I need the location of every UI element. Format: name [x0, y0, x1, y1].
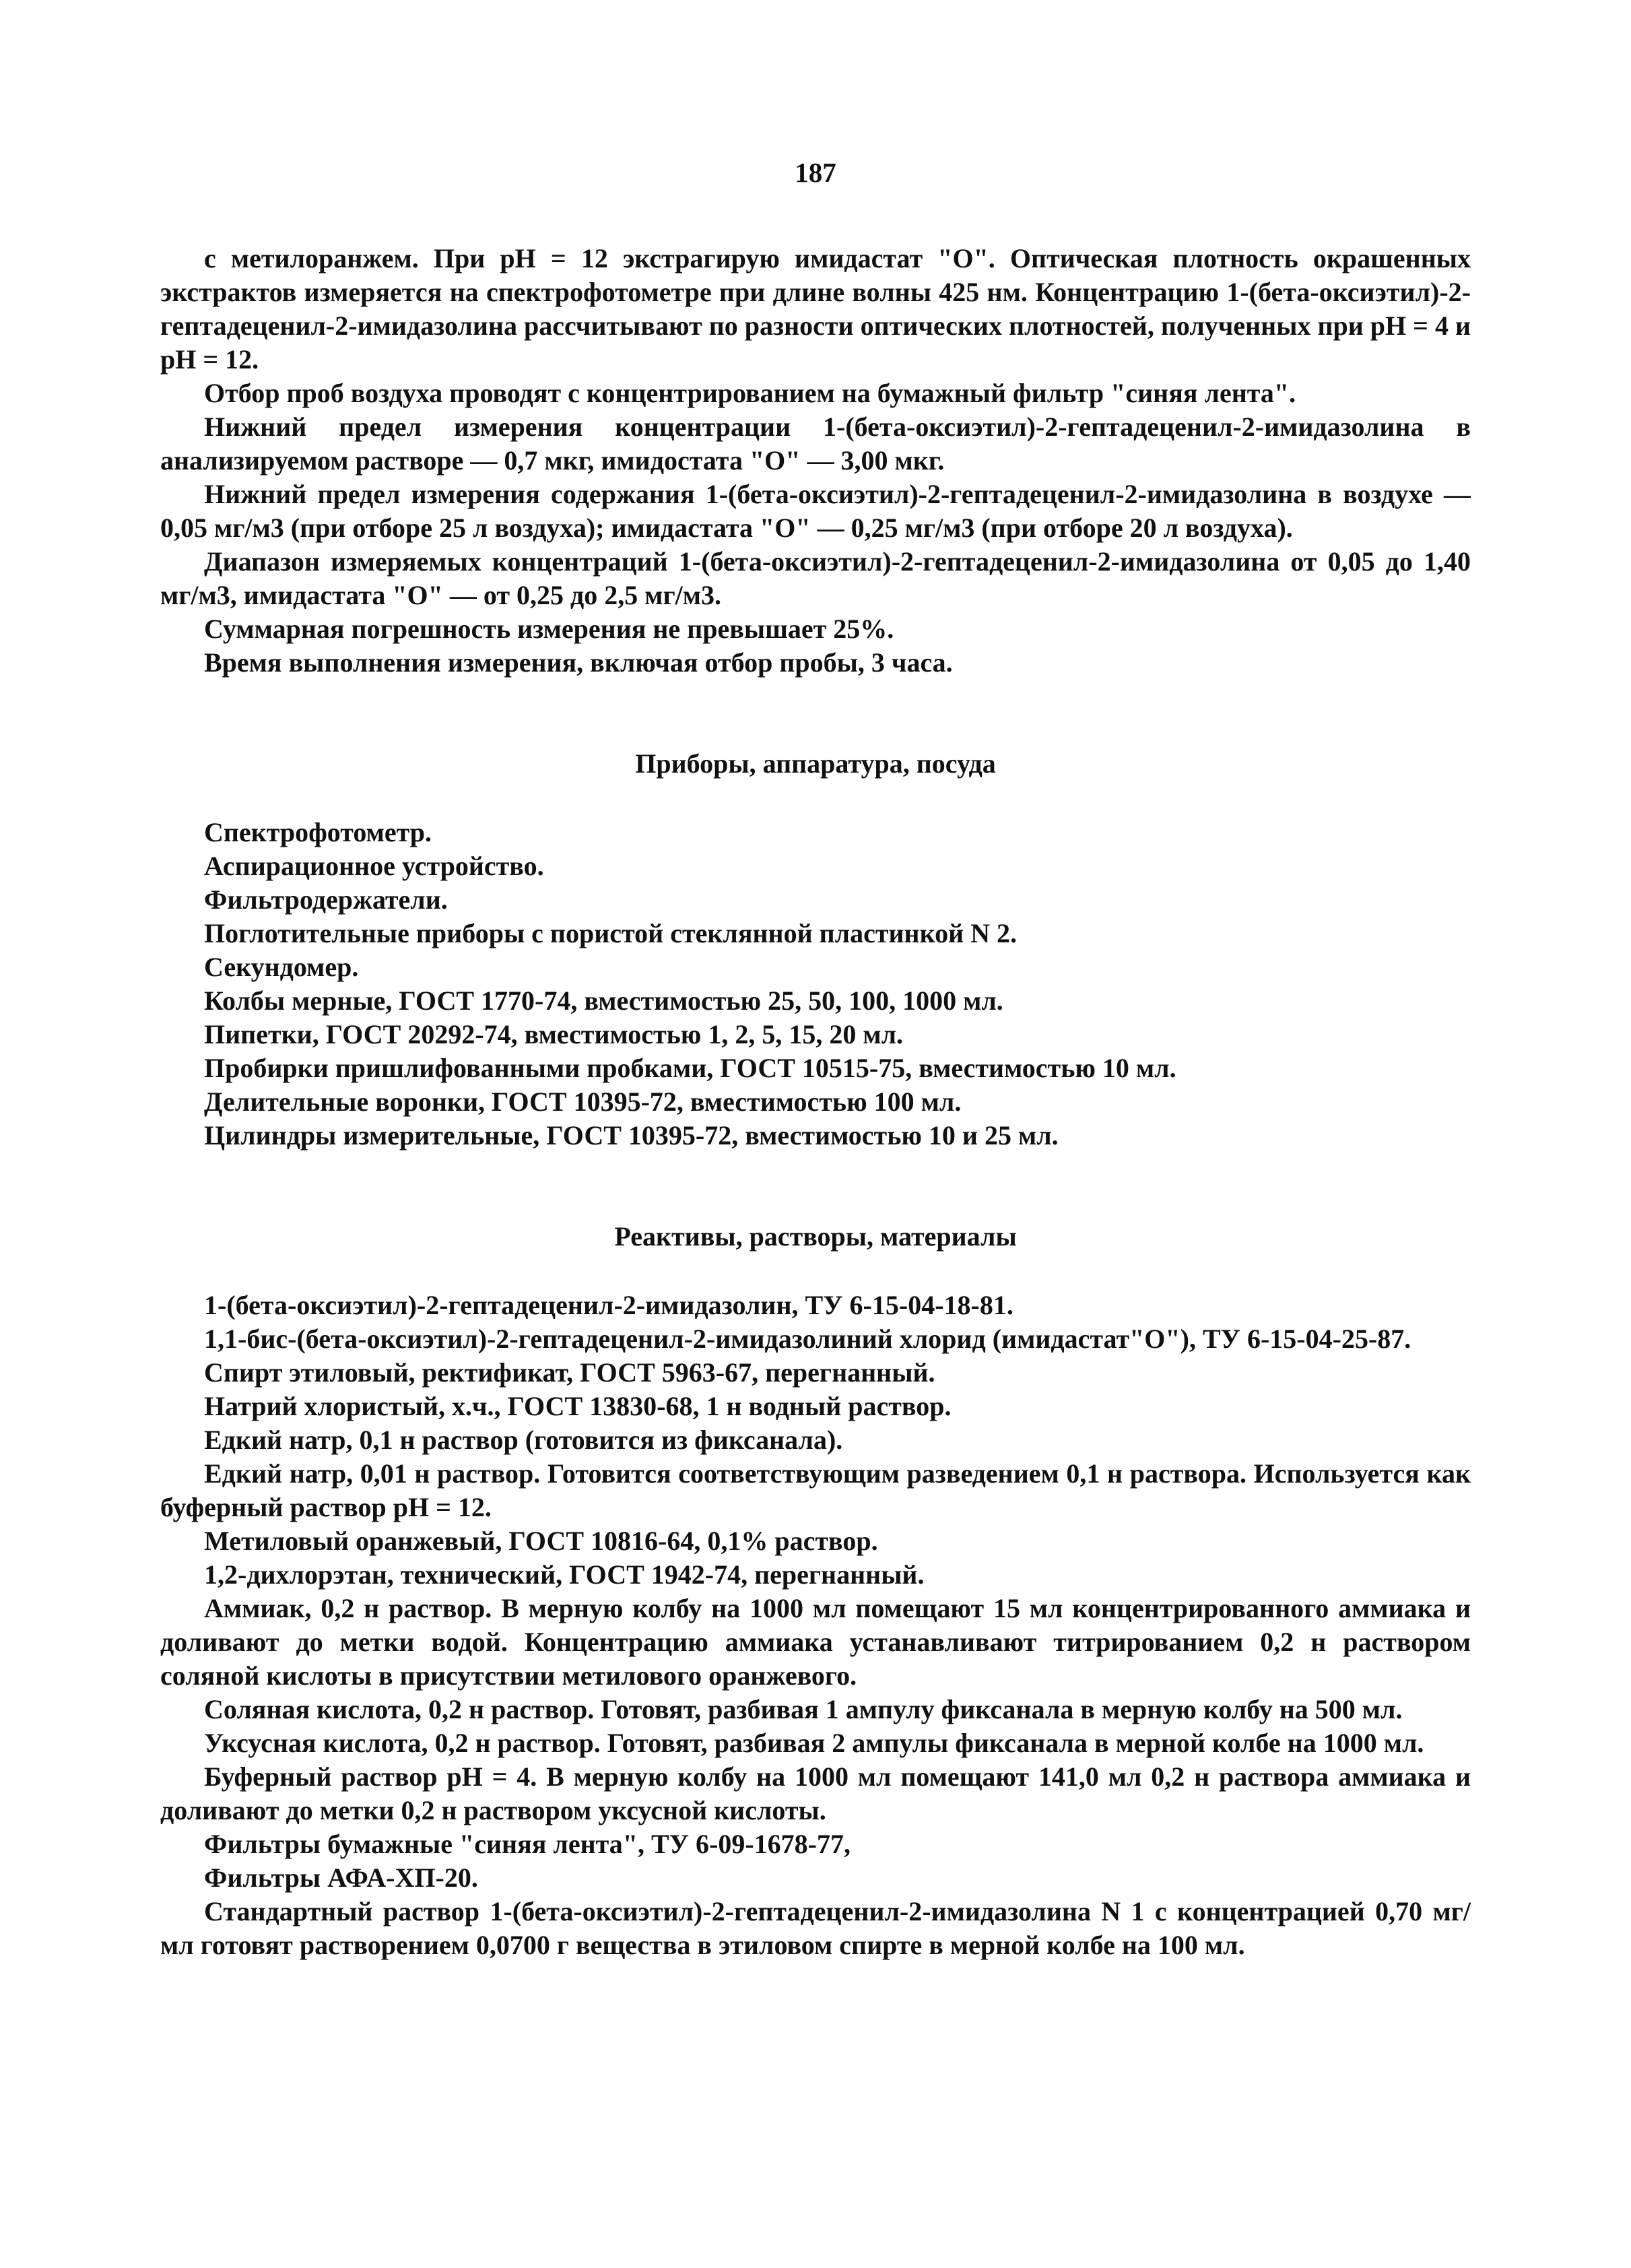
list-item: Фильтродержатели.: [204, 884, 448, 915]
list-item: Спектрофотометр.: [204, 817, 432, 847]
list-item: Стандартный раствор 1-(бета-оксиэтил)-2-гептадеценил-2-имидазолина N 1 с концентрацией 0,70 мг/мл готовят растворением 0,0700 г вещества в этиловом спирте в мерной колбе на 100 мл.: [160, 1896, 1471, 1960]
list-item: Делительные воронки, ГОСТ 10395-72, вместимостью 100 мл.: [204, 1087, 962, 1117]
intro-paragraph: Отбор проб воздуха проводят с концентрированием на бумажный фильтр "синяя лента".: [204, 378, 1296, 408]
list-item: Цилиндры измерительные, ГОСТ 10395-72, вместимостью 10 и 25 мл.: [204, 1120, 1059, 1151]
list-item: Поглотительные приборы с пористой стеклянной пластинкой N 2.: [204, 918, 1018, 948]
list-item: Пробирки пришлифованными пробками, ГОСТ 10515-75, вместимостью 10 мл.: [204, 1053, 1176, 1083]
intro-paragraph: с метилоранжем. При pH = 12 экстрагирую имидастат "О". Оптическая плотность окрашенных экстрактов измеряется на спектрофотометре при длине волны 425 нм. Концентрацию 1-(бета-оксиэтил)-2-гептадеценил-2-имидазолина рассчитывают по разности оптических плотностей, полученных при pH = 4 и pH = 12.: [160, 243, 1471, 375]
list-item: 1,1-бис-(бета-оксиэтил)-2-гептадеценил-2-имидазолиний хлорид (имидастат"О"), ТУ 6-15-04-25-87.: [204, 1324, 1411, 1354]
intro-paragraph: Нижний предел измерения содержания 1-(бета-оксиэтил)-2-гептадеценил-2-имидазолина в воздухе — 0,05 мг/м3 (при отборе 25 л воздуха); имидастата "О" — 0,25 мг/м3 (при отборе 20 л воздуха).: [160, 479, 1471, 543]
list-item: Соляная кислота, 0,2 н раствор. Готовят, разбивая 1 ампулу фиксанала в мерную колбу на 500 мл.: [204, 1694, 1403, 1724]
list-item: Спирт этиловый, ректификат, ГОСТ 5963-67, перегнанный.: [204, 1357, 935, 1388]
intro-paragraph: Нижний предел измерения концентрации 1-(бета-оксиэтил)-2-гептадеценил-2-имидазолина в анализируемом растворе — 0,7 мкг, имидостата "О" — 3,00 мкг.: [160, 412, 1471, 476]
list-item: Буферный раствор pH = 4. В мерную колбу на 1000 мл помещают 141,0 мл 0,2 н раствора аммиака и доливают до метки 0,2 н раствором уксусной кислоты.: [160, 1761, 1471, 1825]
intro-paragraph: Диапазон измеряемых концентраций 1-(бета-оксиэтил)-2-гептадеценил-2-имидазолина от 0,05 до 1,40 мг/м3, имидастата "О" — от 0,25 до 2,5 мг/м3.: [160, 546, 1471, 610]
list-item: Метиловый оранжевый, ГОСТ 10816-64, 0,1% раствор.: [204, 1526, 878, 1556]
intro-paragraph: Время выполнения измерения, включая отбор пробы, 3 часа.: [204, 647, 953, 678]
list-item: Фильтры бумажные "синяя лента", ТУ 6-09-1678-77,: [204, 1829, 851, 1859]
section-title-equipment: Приборы, аппаратура, посуда: [635, 748, 996, 779]
list-item: Аммиак, 0,2 н раствор. В мерную колбу на 1000 мл помещают 15 мл концентрированного аммиака и доливают до метки водой. Концентрацию аммиака устанавливают титрированием 0,2 н раствором соляной кислоты в присутствии метилового оранжевого.: [160, 1593, 1471, 1691]
list-item: 1,2-дихлорэтан, технический, ГОСТ 1942-74, перегнанный.: [204, 1559, 925, 1590]
list-item: Едкий натр, 0,01 н раствор. Готовится соответствующим разведением 0,1 н раствора. Используется как буферный раствор pH = 12.: [160, 1458, 1471, 1522]
reagents-list: [160, 1289, 1471, 1962]
document-page: [160, 159, 1471, 1962]
list-item: Колбы мерные, ГОСТ 1770-74, вместимостью 25, 50, 100, 1000 мл.: [204, 985, 1003, 1016]
equipment-list: [160, 816, 1471, 1153]
list-item: 1-(бета-оксиэтил)-2-гептадеценил-2-имидазолин, ТУ 6-15-04-18-81.: [204, 1290, 1013, 1320]
list-item: Фильтры АФА-ХП-20.: [204, 1862, 478, 1893]
intro-text: [160, 242, 1471, 680]
section-title-reagents: Реактивы, растворы, материалы: [614, 1221, 1017, 1252]
list-item: Уксусная кислота, 0,2 н раствор. Готовят, разбивая 2 ампулы фиксанала в мерной колбе на 1000 мл.: [204, 1728, 1424, 1758]
list-item: Секундомер.: [204, 952, 359, 982]
intro-paragraph: Суммарная погрешность измерения не превышает 25%.: [204, 614, 894, 644]
list-item: Пипетки, ГОСТ 20292-74, вместимостью 1, 2, 5, 15, 20 мл.: [204, 1019, 904, 1049]
list-item: Аспирационное устройство.: [204, 851, 544, 881]
list-item: Едкий натр, 0,1 н раствор (готовится из фиксанала).: [204, 1425, 843, 1455]
list-item: Натрий хлористый, х.ч., ГОСТ 13830-68, 1 н водный раствор.: [204, 1391, 952, 1421]
page-number: 187: [795, 157, 836, 188]
